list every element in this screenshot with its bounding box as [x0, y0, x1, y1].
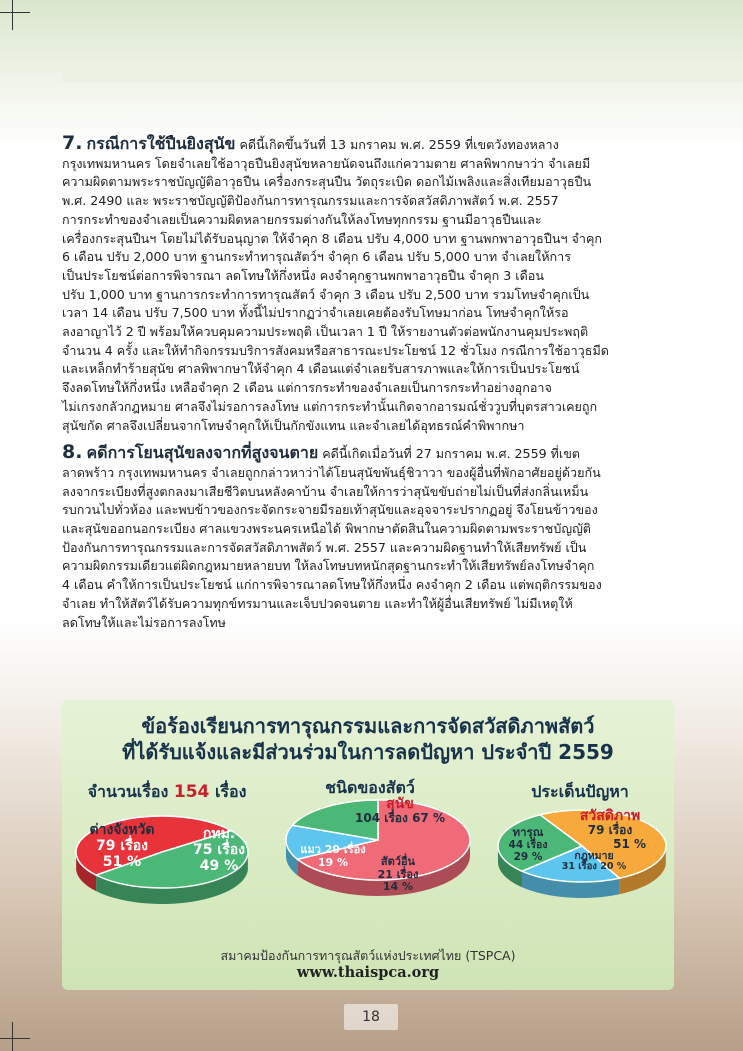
text-line: จำเลย ทำให้สัตว์ได้รับความทุกข์ทรมานและเจ็บปวดจนตาย และทำให้ผู้อื่นเสียทรัพย์ ไม่มีเหตุให้ [62, 595, 573, 611]
chart2-title: ชนิดของสัตว์ [325, 778, 415, 797]
case-7-title: กรณีการใช้ปืนยิงสุนัข [86, 134, 236, 153]
chart3-label-2 [502, 826, 554, 863]
chart1-title-number: 154 [173, 782, 210, 802]
text-line: คดีนี้เกิดเมื่อวันที่ 27 มกราคม พ.ศ. 2559 ที่เขต [318, 446, 580, 462]
infographic-title-line1: ข้อร้องเรียนการทารุณกรรมและการจัดสวัสดิภาพสัตว์ [141, 714, 595, 738]
case-section-7 [62, 134, 674, 435]
slice-pct: 49 % [199, 858, 239, 875]
chart1-title-prefix: จำนวนเรื่อง [87, 782, 169, 801]
slice-name: ต่างจังหวัด [89, 822, 155, 838]
chart1-label-0 [72, 822, 172, 870]
text-line: กรุงเทพมหานคร โดยจำเลยใช้อาวุธปืนยิงสุนัขหลายนัดจนถึงแก่ความตาย ศาลพิพากษาว่า จำเลยมี [62, 155, 591, 171]
text-line: ป้องกันการทารุณกรรมและการจัดสวัสดิภาพสัตว์ พ.ศ. 2557 และความผิดฐานทำให้เสียทรัพย์ เป็น [62, 539, 587, 555]
slice-cases: 75 เรื่อง [193, 842, 245, 859]
slice-name: สุนัข [386, 796, 414, 812]
slice-cases-pct [556, 862, 632, 873]
text-line: เครื่องกระสุนปืนฯ โดยไม่ได้รับอนุญาต ให้จำคุก 8 เดือน ปรับ 4,000 บาท ฐานพกพาอาวุธปืนฯ จำคุก [62, 230, 603, 246]
slice-cases: 79 เรื่อง [587, 823, 633, 838]
slice-cases: 79 เรื่อง [96, 838, 148, 855]
case-7-number: 7. [62, 132, 83, 154]
slice-pct: 29 % [513, 851, 543, 864]
slice-pct: 51 % [613, 836, 646, 851]
slice-name: กทม. [202, 826, 236, 842]
chart1-title-suffix: เรื่อง [214, 782, 247, 801]
case-section-8 [62, 443, 674, 632]
slice-pct: 19 % [317, 855, 349, 869]
text-line: ลดโทษให้และไม่รอการลงโทษ [62, 614, 226, 630]
slice-name: กฎหมาย [574, 850, 614, 862]
crop-mark [12, 1022, 13, 1051]
case-8-text [62, 443, 674, 632]
slice-name: สัตว์อื่น [380, 855, 416, 868]
chart3-label-1 [556, 850, 632, 873]
text-line: ความผิดตามพระราชบัญญัติอาวุธปืน เครื่องกระสุนปืน วัตถุระเบิด ดอกไม้เพลิงและสิ่งเทียมอาวุธปืน [62, 174, 592, 190]
chart2-label-2 [298, 844, 368, 869]
case-sections [62, 134, 674, 640]
text-line: พ.ศ. 2490 และ พระราชบัญญัติป้องกันการทารุณกรรมและการจัดสวัสดิภาพสัตว์ พ.ศ. 2557 [62, 193, 559, 209]
text-line: และสุนัขออกนอกระเบียง ศาลแขวงพระนครเหนือได้ พิพากษาตัดสินในความผิดตามพระราชบัญญัติ [62, 521, 591, 537]
slice-name: ทารุณ [512, 825, 544, 839]
case-8-number: 8. [62, 441, 83, 464]
text-line: ลาดพร้าว กรุงเทพมหานคร จำเลยถูกกล่าวหาว่าได้โยนสุนัขพันธุ์ชิวาวา ของผู้อื่นที่พักอาศัยอยู่ด้วยกัน [62, 464, 601, 480]
text-line: รบกวนไปทั่วห้อง และพบข้าวของกระจัดกระจายมีรอยเท้าสุนัขและอุจจาระปรากฏอยู่ จึงโยนข้าวของ [62, 502, 598, 518]
text-line: ไม่เกรงกลัวกฎหมาย ศาลจึงไม่รอการลงโทษ แต่การกระทำนั้นเกิดจากอารมณ์ชั่ววูบที่บุตรสาวเคยถูก [62, 398, 598, 414]
infographic-title-line2: ที่ได้รับแจ้งและมีส่วนร่วมในการลดปัญหา ประจำปี 2559 [122, 740, 614, 764]
chart2-label-1 [366, 856, 430, 894]
slice-name-cases [298, 844, 368, 857]
text-line: และเหล็กทำร้ายสุนัข ศาลพิพากษาให้จำคุก 4 เดือนแต่จำเลยรับสารภาพและให้การเป็นประโยชน์ [62, 361, 580, 377]
text-line: สุนัขกัด ศาลจึงเปลี่ยนจากโทษจำคุกให้เป็นกักขังแทน และจำเลยได้อุทธรณ์คำพิพากษา [62, 417, 525, 433]
slice-pct: 67 % [412, 811, 445, 826]
slice-cases: 104 เรื่อง [355, 811, 408, 826]
crop-mark [0, 12, 30, 13]
slice-cases: 21 เรื่อง [377, 867, 419, 881]
chart2-label-0 [330, 796, 470, 826]
slice-cases-pct [330, 812, 470, 826]
crop-mark [0, 1038, 30, 1039]
case-8-title: คดีการโยนสุนัขลงจากที่สูงจนตาย [86, 443, 319, 463]
slice-pct: 20 % [600, 861, 627, 873]
text-line: คดีนี้เกิดขึ้นวันที่ 13 มกราคม พ.ศ. 2559 ที่เขตวังทองหลาง [235, 137, 559, 152]
text-line: เป็นประโยชน์ต่อการพิจารณา ลดโทษให้กึ่งหนึ่ง คงจำคุกฐานพกพาอาวุธปืน จำคุก 3 เดือน [62, 267, 544, 283]
text-line: การกระทำของจำเลยเป็นความผิดหลายกรรมต่างกันให้ลงโทษทุกกรรม ฐานมีอาวุธปืนและ [62, 211, 542, 227]
infographic-panel [62, 700, 674, 990]
chart1-label-1 [174, 826, 264, 874]
case-7-text [62, 134, 674, 435]
page-number: 18 [344, 1004, 398, 1030]
slice-pct: 14 % [382, 880, 414, 894]
text-line: ลงอาญาไว้ 2 ปี พร้อมให้ควบคุมความประพฤติ เป็นเวลา 1 ปี ให้รายงานตัวต่อพนักงานคุมประพฤติ [62, 324, 589, 340]
slice-name: แมว [300, 843, 321, 856]
header-band [62, 64, 743, 82]
slice-cases: 44 เรื่อง [508, 839, 548, 852]
text-line: ปรับ 1,000 บาท ฐานการกระทำการทารุณสัตว์ จำคุก 3 เดือน ปรับ 2,500 บาท รวมโทษจำคุกเป็น [62, 286, 590, 302]
chart3-title: ประเด็นปัญหา [531, 782, 629, 801]
source-credit: สมาคมป้องกันการทารุณสัตว์แห่งประเทศไทย (TSPCA) [220, 948, 516, 963]
slice-cases: 29 เรื่อง [324, 843, 366, 856]
text-line: 4 เดือน คำให้การเป็นประโยชน์ แก่การพิจารณาลดโทษให้กึ่งหนึ่ง คงจำคุก 2 เดือน แต่พฤติกรรมของ [62, 577, 602, 593]
slice-name: สวัสดิภาพ [579, 808, 641, 824]
slice-pct: 51 % [102, 854, 142, 871]
text-line: จำนวน 4 ครั้ง และให้ทำกิจกรรมบริการสังคมหรือสาธารณะประโยชน์ 12 ชั่วโมง กรณีการใช้อาวุธมีด [62, 342, 609, 358]
text-line: เวลา 14 เดือน ปรับ 7,500 บาท ทั้งนี้ไม่ปรากฏว่าจำเลยเคยต้องรับโทษมาก่อน โทษจำคุกให้รอ [62, 305, 569, 321]
text-line: 6 เดือน ปรับ 2,000 บาท ฐานกระทำทารุณสัตว์ฯ จำคุก 6 เดือน ปรับ 5,000 บาท จำเลยให้การ [62, 249, 571, 265]
chart3-label-0 [570, 808, 650, 852]
text-line: จึงลดโทษให้กึ่งหนึ่ง เหลือจำคุก 2 เดือน แต่การกระทำของจำเลยเป็นการกระทำอย่างอุกอาจ [62, 380, 552, 396]
source-url: www.thaispca.org [296, 964, 440, 981]
slice-cases: 31 เรื่อง [561, 861, 597, 873]
text-line: ความผิดกรรมเดียวแต่ผิดกฎหมายหลายบท ให้ลงโทษบทหนักสุดฐานกระทำให้เสียทรัพย์ลงโทษจำคุก [62, 558, 595, 574]
crop-mark [12, 0, 13, 30]
text-line: ลงจากระเบียงที่สูงตกลงมาเสียชีวิตบนหลังคาบ้าน จำเลยให้การว่าสุนัขขับถ่ายไม่เป็นที่ส่งกลิ่นเหม็น [62, 483, 589, 499]
